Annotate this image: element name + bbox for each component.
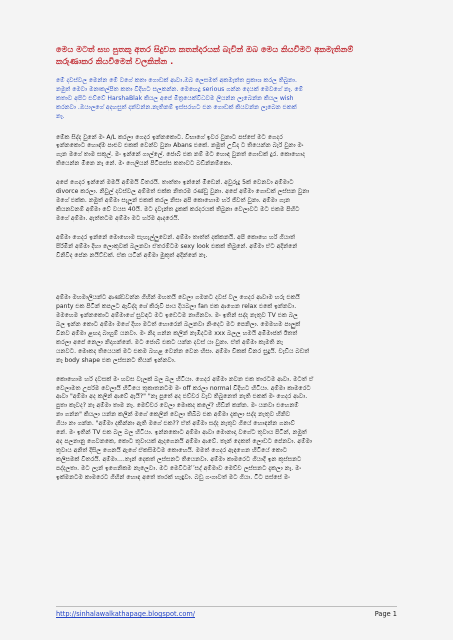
intro-line: නමුත් මෙවා මනඃකල්පිත කතා විදිහට සලකන්න. මෙහෙදු serious ගන්න දෙයක් මෙවගේ නෑ. මේ	[56, 85, 304, 93]
paragraph-line: නේ. මං ඉතින් TV එක බල බල හිටියා. ඉන්නකොට අම්මා ආවා මොනාදා වගේට තුවාය පිටින්, නමුත්	[56, 429, 307, 437]
paragraph-line: ඉක්මනටම කාමරෙට ගිහින් හොඳ අතේ තාරක් හැඳුවා. බඩු ගංගාවත් මට ගියා. ටිට පස්සේ මං	[56, 473, 290, 481]
paragraph-line: කරලා අපේ නෙලා නිදාගන්නේ. මට ජොබ් එකට යන්න දවස් යා වුනා. ඒත් අම්මා කැමති නැ	[56, 338, 284, 346]
page-footer	[56, 606, 397, 618]
paragraph-line: පුතා කෑවද? නෑ අම්මා තාම නෑ. මෙච්චර වෙලා මොකද කලේ? හිඩින් කන්න. මං යනවා එහෙනම්	[56, 402, 299, 410]
story-body	[56, 134, 397, 483]
paragraph-line: පිරිමින් අම්මා දිහා ලොකුවක් බලනවා ඒතරම්ටම sexy look එකක් තිබුනේ. අම්මා ඒට අදින්නේ	[56, 242, 298, 250]
paragraph-line: වෙලාමත උපරිම වෙලායි හිටියෙ තුකාතනටම මං off කරලා normal විදිහට හිටියා. අම්මා කාමරෙට	[56, 384, 311, 392]
paragraph-line: කියනවනම් අම්මා වේ වයස 40යි. මට දැවැන්ත දුකක් කරදරයක් තිබුනා වෙලාවට මට එකම පිහිට	[56, 205, 300, 213]
paragraph-line: මගේ අම්මා. ඇත්තටම අම්මා මට හරිම ආදරෙයි.	[56, 214, 180, 222]
paragraph-line: තුවාය අනිත් දිසිල ගෙනයි ඇගේ ඒකසිමටම කොහෙයි. මමත් ගෙදර ඇඳගෙන හිටියේ කොට	[56, 446, 288, 454]
intro-paragraph	[56, 77, 397, 122]
paragraph-line: යනවට. මොකද තියෙයක් මට එකම බහළ වෙන්න වෙන හිසා. අම්මා චිකක් චීනර සුදුයි. චැඩිය බඩත්	[56, 347, 310, 355]
paragraph-line: අම්මා ගෙදර ඉන්නේ මොහොම සැහැල්ලුවෙන්. අම්මා තාත්ත් දක්කනයි. අපි කොහෙ හරි ගියාත්	[56, 233, 296, 241]
section-gap	[56, 270, 397, 284]
title-line: මෙය මටත් සහ පුතකු අතර සිදුවන කතන්දරයක් බැවින් ඔබ මෙය කියවීමට අකමැතිනම්	[56, 44, 354, 54]
blog-link[interactable]: http://sinhalawalkathapage.blogspot.com/	[56, 610, 195, 618]
title-line: කරුණාකර කියවීමෙන් වලකින්න .	[56, 55, 174, 66]
document-page	[56, 44, 397, 624]
intro-line: නෑ.	[56, 112, 65, 120]
page-number: Page 1	[374, 610, 397, 618]
story-paragraph	[56, 179, 397, 224]
story-paragraph	[56, 234, 397, 261]
intro-line: මේ දවස්වල මෙන්න මේ වගේ කතා ගොඩක් ආවා.ඔබ ලෙසමත් අකමැත්ත ප්‍රකාශ කරල තිබුනා.	[56, 77, 297, 84]
warning-title	[56, 44, 397, 67]
paragraph-line: මේක සිද්ද වුනේ මං A/L කරලා ගෙදර ඉන්නකොට. විභාගේ ඉවර වුනාට පස්සේ මට ගෙදර	[56, 133, 283, 141]
story-paragraph	[56, 294, 397, 365]
paragraph-line: අම්මා මහමාලියන්ට ආණ්ඩවන්න ගිහින් මහතයි වෙලා ගමනට දවස් වල ගෙදර ආවාම හරු එකයි	[56, 294, 300, 302]
paragraph-line: අපේ ගෙදර ඉන්නේ මමයි අම්මයි විතරයි. තාත්තා ඉන්නේ මිඩෙන්. අවුරුදු 5ක් වෙනවා අම්මාට	[56, 179, 294, 187]
intro-line: කරනවා .ඔයාලගේ අදහසුත් දන්වන්න.නැතිනම් ඉස්සරහට එන ගොඩක් කියවන්න ලැබෙන එකක්	[56, 103, 297, 111]
paragraph-line: විනව අම්මා ළඟදා බාහුම් යනවා. මං නිදා ගන්න කලින් නැඹිදටම xxx බලල හමයි අමිමාජත් ඊතත්	[56, 330, 298, 338]
paragraph-line: මමහෙම ඉන්නකොට අම්මාගේ සුවඳට මට ඉඩෙටම නාගිනවා. මං ඉතින් සද්ද නැතුව TV එක බල	[56, 312, 298, 320]
paragraph-line: divorce කරලා. නිවුල් දවස්වල අම්මත් එක්ක නිතරම රණ්ඩු වුනා. අපේ අම්මා ගොඩක් ලස්සන වුනා	[56, 188, 310, 196]
paragraph-line: නෑ body shape එක ලස්සනට තියන් ඉන්නවා.	[56, 356, 176, 364]
paragraph-line: panty එක පිටින් කපලට ඇවිද්දා ශේ කිරුවි පාය දියබලා fan එක ආගෙන relax එකේ ඉන්නවා.	[56, 303, 297, 311]
paragraph-line: කොහොම හරි දවසක් මං හවස වැලක් බල බල හිටියා. ගෙදර අම්මා නවන එක තාරටම ආවා. මටත් ඒ	[56, 375, 314, 383]
paragraph-line: ආවා "අම්මා අද කලින් ආවේ ඇයි?" "නෑ පුතේ අද එච්චර වැඩ තිබුනෙත් නැති එකක් මං ගෙදර ආවා.	[56, 393, 308, 401]
story-paragraph	[56, 134, 397, 170]
paragraph-line: විනිවිද පේන නයිට්ඩක්. ඒක යටින් අම්මා මුකුත් අදින්නේ නෑ.	[56, 251, 208, 259]
paragraph-line: අද පලනානු ගෙවනකෙ, කොට තුවායක් ඇදගෙනයි අම්මා ආවේ. තෑන් දෙකත් ලොඩට පේනවා. අම්මා	[56, 438, 312, 445]
paragraph-line: ඉන්නකොට හොඳ්ම පාළුව එකක් වෙන්ව වුනා Abans එකේ. නමුත් උඩිදා ට තියෙන්න බැරි වුනා මං	[56, 142, 304, 150]
paragraph-line: කලිසමක් විතරයි. අම්මා....තෑන් දෙකත් ලස්සනට තියෙනවා. අම්මා කාමරෙට ගියාදී ඉන කුස්සනට	[56, 455, 302, 463]
paragraph-line: තියෙන්න මිනෙ නෑ නේ. මං ෆෙලියන් පිටිපස්ස කතාවට බඩින්නම්කො.	[56, 160, 233, 168]
intro-line: කතාව අපිට එව්වේ HarshaBlak කියල අපේ මිත්‍රයෙක්විධවම ලියන්න ලැබෙන්න කියල wish	[56, 94, 294, 102]
paragraph-line: නා ගන්න" කියලා යන්න කලින් මගේ කෙලින් වෙලා තිබිබ එක අම්මා දැකලා සද්ද නැතුව හිනිව	[56, 411, 291, 419]
story-paragraph	[56, 376, 397, 483]
paragraph-line: පද්දලතා. මට ලැන් ඉගෙනිකම නැලෙවා. මට මෙවිටම ිසද් අම්මාව ‍මෙච්ච ලස්සනට දැකලා නෑ. මං	[56, 464, 302, 472]
paragraph-line: මගේ එක්ක. නමුත් අම්මා සැලූන් එකක් කරල නිසා අපි කොහොම හරි ජීවත් වුනා. අම්මා ගැන	[56, 196, 291, 204]
paragraph-line: බල ඉන්න කොට අම්මා මගේ දිහා මටත් හොරෙන් බලනවා නිංදෙට මට පෙනිලා. මෙමහම පාලුක්	[56, 321, 301, 329]
paragraph-line: ගියා නා ගන්න. "අම්මා දකින්නා ඇති මගේ එක?? ඒත් අම්මා සද්ද නැතුව ගියේ හොඳන්න ගනාව්	[56, 420, 295, 428]
paragraph-line: ගැන මගේ තාම සකුල්. මං ඉන්නේ ගාල්ලේ. ජොබ් එක නම් මට හොඳ වුනත් ගොඩක් දුර. කොහොද	[56, 151, 305, 159]
